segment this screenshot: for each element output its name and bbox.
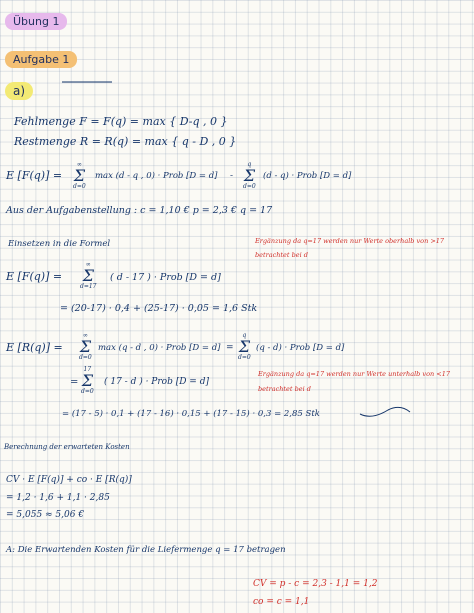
- costs-result: = 5,055 ≈ 5,06 €: [6, 510, 85, 520]
- conclusion-text: Die Erwartenden Kosten für die Liefermenge q = 17 betragen: [17, 545, 286, 555]
- rest-sum-2: q Σ d=0: [238, 332, 251, 361]
- conclusion-prefix: A:: [6, 545, 16, 555]
- page-title: Übung 1: [5, 13, 67, 30]
- formula-sum-1: ∞ Σ d=0: [73, 161, 86, 190]
- insert-heading: Einsetzen in die Formel: [8, 239, 111, 249]
- note-upper-range: Ergänzung da q=17 werden nur Werte oberhalb von >17: [255, 237, 445, 245]
- rest-line2-eq: =: [70, 377, 79, 388]
- costs-heading: Berechnung der erwarteten Kosten: [4, 443, 130, 451]
- formula-sum-2: q Σ d=0: [243, 161, 256, 190]
- conclusion: [6, 546, 286, 555]
- task-title: Aufgabe 1: [5, 51, 77, 68]
- note-lower-range-2: betrachtet bei d: [258, 385, 311, 393]
- cost-param-cv: CV = p - c = 2,3 - 1,1 = 1,2: [253, 579, 378, 589]
- note-lower-range: Ergänzung da q=17 werden nur Werte unterhalb von <17: [258, 370, 450, 378]
- part-label: a): [5, 82, 33, 100]
- rest-result: = (17 - 5) · 0,1 + (17 - 16) · 0,15 + (17 - 15) · 0,3 = 2,85 Stk: [62, 409, 320, 419]
- formula-term-2: (d - q) · Prob [D = d]: [263, 171, 352, 181]
- rest-line2-sum: 17 Σ d=0: [81, 366, 94, 395]
- note-upper-range-2: betrachtet bei d: [255, 251, 308, 259]
- rest-lhs: E [R(q)] =: [6, 341, 63, 354]
- definition-restmenge: Restmenge R = R(q) = max { q - D , 0 }: [14, 135, 237, 148]
- formula-minus: -: [230, 171, 234, 181]
- definition-fehlmenge: Fehlmenge F = F(q) = max { D-q , 0 }: [14, 115, 228, 128]
- shortage-result: = (20-17) · 0,4 + (25-17) · 0,05 = 1,6 Stk: [60, 303, 258, 314]
- rest-term-1: max (q - d , 0) · Prob [D = d]: [98, 343, 221, 353]
- shortage-lhs: E [F(q)] =: [6, 270, 63, 283]
- rest-sum-1: ∞ Σ d=0: [79, 332, 92, 361]
- rest-term-2: (q - d) · Prob [D = d]: [256, 343, 345, 353]
- costs-formula: CV · E [F(q)] + co · E [R(q)]: [6, 475, 132, 485]
- rest-eq: =: [226, 343, 234, 353]
- costs-substituted: = 1,2 · 1,6 + 1,1 · 2,85: [6, 493, 110, 503]
- given-values: Aus der Aufgabenstellung : c = 1,10 € p = 2,3 € q = 17: [6, 205, 273, 216]
- formula-term-1: max (d - q , 0) · Prob [D = d]: [95, 171, 218, 181]
- shortage-term: ( d - 17 ) · Prob [D = d]: [110, 272, 221, 283]
- formula-lhs: E [F(q)] =: [6, 169, 63, 182]
- rest-line2-term: ( 17 - d ) · Prob [D = d]: [104, 377, 209, 387]
- shortage-sum: ∞ Σ d=17: [80, 261, 97, 290]
- squiggle-underline: [360, 407, 410, 416]
- cost-param-co: co = c = 1,1: [253, 597, 310, 607]
